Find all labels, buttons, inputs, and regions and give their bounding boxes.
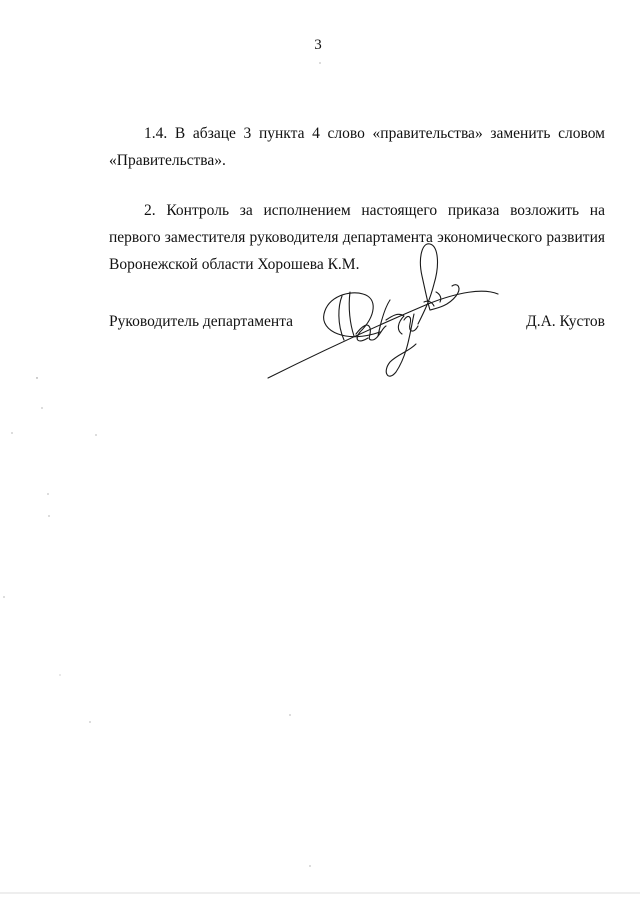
paragraph-line: Воронежской области Хорошева К.М. <box>109 256 360 273</box>
paragraph-line: первого заместителя руководителя департамента экономического развития <box>109 229 605 246</box>
page-number: 3 <box>314 37 322 53</box>
signatory-position: Руководитель департамента <box>109 313 294 330</box>
paragraph-line: 1.4. В абзаце 3 пункта 4 слово «правительства» заменить словом <box>144 125 605 142</box>
paragraph-line: «Правительства». <box>109 152 226 169</box>
paragraph-1-4 <box>109 120 605 174</box>
signatory-name: Д.А. Кустов <box>526 313 605 330</box>
handwritten-signature-icon <box>258 236 510 386</box>
paragraph-line: 2. Контроль за исполнением настоящего приказа возложить на <box>144 202 605 219</box>
